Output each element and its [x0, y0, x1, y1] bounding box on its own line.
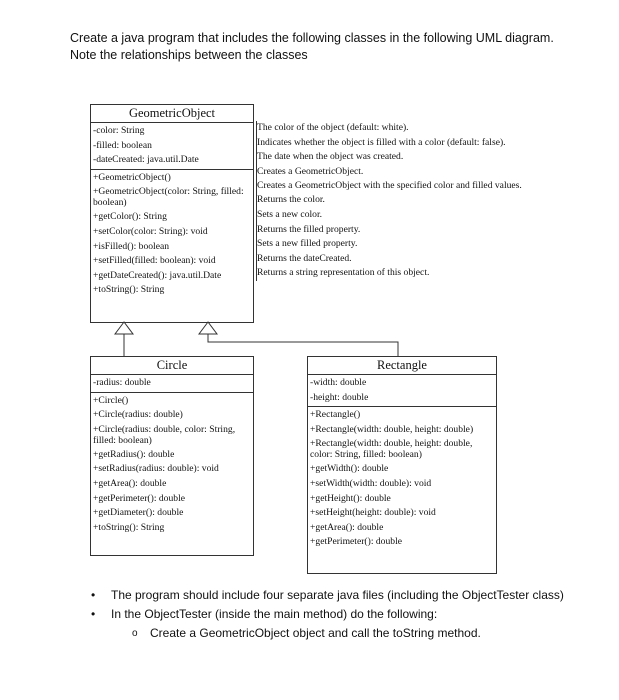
method: +setColor(color: String): void [93, 225, 208, 237]
method: +Circle() [93, 394, 129, 406]
method: +Rectangle(width: double, height: double, color: String, filled: boolean) [310, 438, 473, 461]
class-name: GeometricObject [91, 105, 253, 123]
circle-bullet-icon: o [132, 628, 138, 639]
bullet-icon: • [91, 607, 96, 621]
method: +isFilled(): boolean [93, 240, 170, 252]
list-item [88, 586, 564, 605]
description: Returns the color. [257, 194, 325, 206]
sub-list-item [88, 624, 564, 643]
method: +setWidth(width: double): void [310, 477, 432, 489]
description: Indicates whether the object is filled with a color (default: false). [257, 136, 506, 148]
method: +toString(): String [93, 284, 165, 296]
method: +toString(): String [93, 521, 165, 533]
class-name: Rectangle [308, 357, 496, 375]
method: +setRadius(radius: double): void [93, 463, 219, 475]
circle-inheritance-arrowhead [115, 322, 133, 334]
description: Returns the dateCreated. [257, 252, 352, 264]
list-item-text: In the ObjectTester (inside the main method) do the following: [111, 607, 438, 621]
method: +getArea(): double [310, 521, 384, 533]
method: +getWidth(): double [310, 463, 389, 475]
requirements-list [88, 586, 564, 643]
field: -width: double [310, 377, 367, 388]
method: +GeometricObject() [93, 171, 171, 183]
description: The date when the object was created. [257, 151, 404, 163]
description: Creates a GeometricObject with the specified color and filled values. [257, 180, 522, 192]
method: +getPerimeter(): double [310, 536, 402, 548]
method: +getColor(): String [93, 211, 167, 223]
circle-class-box [90, 356, 254, 556]
method: +setFilled(filled: boolean): void [93, 255, 216, 267]
methods-section [308, 407, 496, 551]
field: -radius: double [93, 377, 151, 388]
method: +getRadius(): double [93, 448, 175, 460]
class-name: Circle [91, 357, 253, 375]
description: Creates a GeometricObject. [257, 165, 364, 177]
instructions-text: Create a java program that includes the following classes in the following UML diagram. Note the relationships between the classes [70, 31, 554, 62]
method: +setHeight(height: double): void [310, 507, 436, 519]
rectangle-inheritance-line [208, 334, 398, 356]
fields-section [308, 375, 496, 407]
description: Sets a new filled property. [257, 238, 358, 250]
rectangle-inheritance-arrowhead [199, 322, 217, 334]
list-item-text: The program should include four separate java files (including the ObjectTester class) [111, 588, 564, 602]
method: +Rectangle(width: double, height: double) [310, 423, 474, 435]
fields-section [91, 375, 253, 393]
field: -height: double [310, 391, 369, 403]
bullet-icon: • [91, 588, 96, 602]
method: +getHeight(): double [310, 492, 391, 504]
method: +getPerimeter(): double [93, 492, 185, 504]
description: Returns the filled property. [257, 223, 361, 235]
method: +Circle(radius: double, color: String, filled: boolean) [93, 423, 236, 446]
method: +Circle(radius: double) [93, 409, 183, 421]
method: +getDiameter(): double [93, 507, 184, 519]
description: Returns a string representation of this object. [257, 267, 430, 279]
method: +GeometricObject(color: String, filled: boolean) [93, 186, 244, 209]
field: -filled: boolean [93, 139, 152, 151]
rectangle-class-box [307, 356, 497, 574]
list-item [88, 605, 564, 624]
description: The color of the object (default: white). [257, 122, 409, 133]
method: +getArea(): double [93, 477, 167, 489]
description: Sets a new color. [257, 208, 323, 220]
method: +getDateCreated(): java.util.Date [93, 269, 222, 281]
list-item-text: Create a GeometricObject object and call the toString method. [150, 626, 481, 640]
method: +Rectangle() [310, 409, 361, 421]
methods-section [91, 393, 253, 537]
field: -color: String [93, 125, 145, 136]
field: -dateCreated: java.util.Date [93, 154, 199, 166]
